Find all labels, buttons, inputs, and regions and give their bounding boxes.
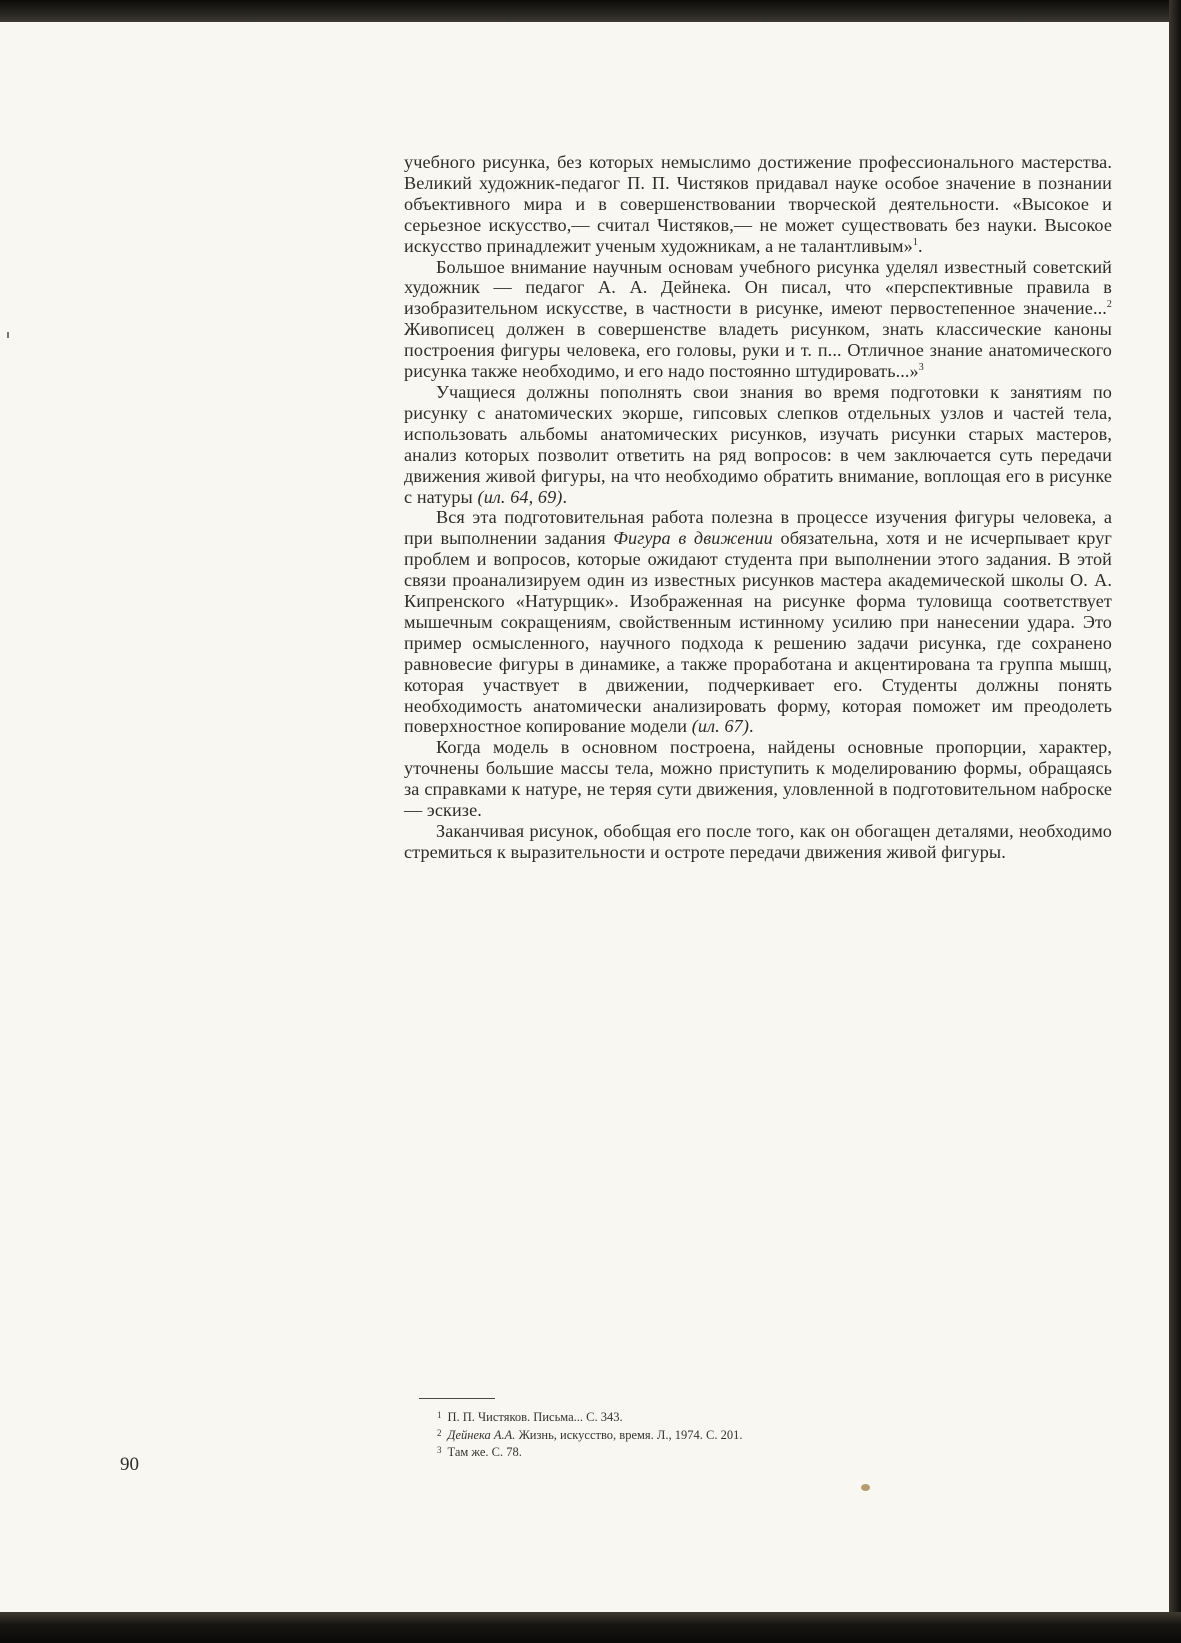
paragraph — [404, 507, 1112, 737]
text-run: Живописец должен в совершенстве владеть рисунком, знать классические каноны построения фигуры человека, его головы, руки и т. п... Отличное знание анатомического рисунка также необходимо, и его надо постоянно штудировать...» — [404, 319, 1112, 382]
text-run: учебного рисунка, без которых немыслимо достижение профессионального мастерства. Великий художник-педагог П. П. Чистяков придавал науке особое значение в познании объективного мира и в совершенствовании творческой деятельности. «Высокое и серьезное искусство,— считал Чистяков,— не может существовать без науки. Высокое искусство принадлежит ученым художникам, а не талантливым» — [404, 152, 1112, 256]
footnote-ref: 1 — [912, 236, 918, 248]
italic-text: (ил. 67) — [691, 716, 749, 737]
main-text — [404, 152, 1112, 863]
footnote-ref: 2 — [1106, 299, 1112, 311]
book-page — [0, 22, 1169, 1614]
italic-text: Фигура в движении — [613, 528, 773, 549]
text-run: Учащиеся должны пополнять свои знания во время подготовки к занятиям по рисунку с анатомических экорше, гипсовых слепков отдельных узлов и частей тела, использовать альбомы анатомических рисунков, изучать рисунки старых мастеров, анализ которых позволит ответить на ряд вопросов: в чем заключается суть передачи движения живой фигуры, на что необходимо обратить внимание, воплощая его в рисунке с натуры — [404, 381, 1112, 507]
footnotes — [437, 1408, 1037, 1461]
text-run: . — [917, 235, 923, 256]
page-number: 90 — [120, 1454, 139, 1475]
paragraph — [404, 821, 1112, 863]
text-run: Когда модель в основном построена, найдены основные пропорции, характер, уточнены большие массы тела, можно приступить к моделированию формы, обращаясь за справками к натуре, не теряя сути движения, уловленной в подготовительном наброске — эскизе. — [404, 737, 1112, 821]
footnote-text: Жизнь, искусство, время. Л., 1974. С. 201. — [515, 1427, 743, 1442]
book-bottom-edge — [0, 1612, 1181, 1643]
footnote-2 — [437, 1426, 1037, 1444]
footnote-separator — [419, 1398, 495, 1399]
footnote-ref: 3 — [918, 362, 924, 373]
text-run: . — [748, 716, 754, 737]
paragraph — [404, 257, 1112, 382]
text-run: Большое внимание научным основам учебного рисунка уделял известный советский художник — педагог А. А. Дейнека. Он писал, что «перспективные правила в изобразительном искусстве, в частности в рисунке, имеют первостепенное значение... — [404, 256, 1112, 319]
footnote-1 — [437, 1408, 1037, 1426]
paragraph — [404, 382, 1112, 507]
text-run: обязательна, хотя и не исчерпывает круг проблем и вопросов, которые ожидают студента при выполнении этого задания. В этой связи проанализируем один из известных рисунков мастера академической школы О. А. Кипренского «Натурщик». Изображенная на рисунке форма туловища соответствует мышечным сокращениям, свойственным истинному усилию при нанесении удара. Это пример осмысленного, научного подхода к решению задачи рисунка, где сохранено равновесие фигуры в динамике, а также проработана и акцентирована та группа мышц, которая участвует в движении, подчеркивает его. Студенты должны понять необходимость анатомически анализировать форму, которая поможет им преодолеть поверхностное копирование модели — [404, 528, 1112, 737]
paragraph — [404, 737, 1112, 821]
text-run: . — [562, 486, 568, 507]
book-right-edge — [1169, 0, 1181, 1643]
footnote-text: П. П. Чистяков. Письма... С. 343. — [447, 1410, 623, 1424]
footnote-author: Дейнека А.А. — [447, 1427, 516, 1442]
footnote-number: 1 — [437, 1410, 442, 1420]
footnote-3 — [437, 1443, 1037, 1461]
footnote-text: Там же. С. 78. — [447, 1445, 522, 1459]
margin-mark — [7, 332, 9, 338]
italic-text: (ил. 64, 69) — [477, 486, 563, 507]
footnote-number: 3 — [437, 1445, 442, 1455]
footnote-number: 2 — [437, 1427, 442, 1438]
paper-stain — [861, 1484, 870, 1491]
paragraph — [404, 152, 1112, 257]
text-run: Заканчивая рисунок, обобщая его после того, как он обогащен деталями, необходимо стремиться к выразительности и остроте передачи движения живой фигуры. — [404, 821, 1112, 862]
text-run: Вся эта подготовительная работа полезна в процессе изучения фигуры человека, а при выполнении задания — [404, 507, 1112, 549]
